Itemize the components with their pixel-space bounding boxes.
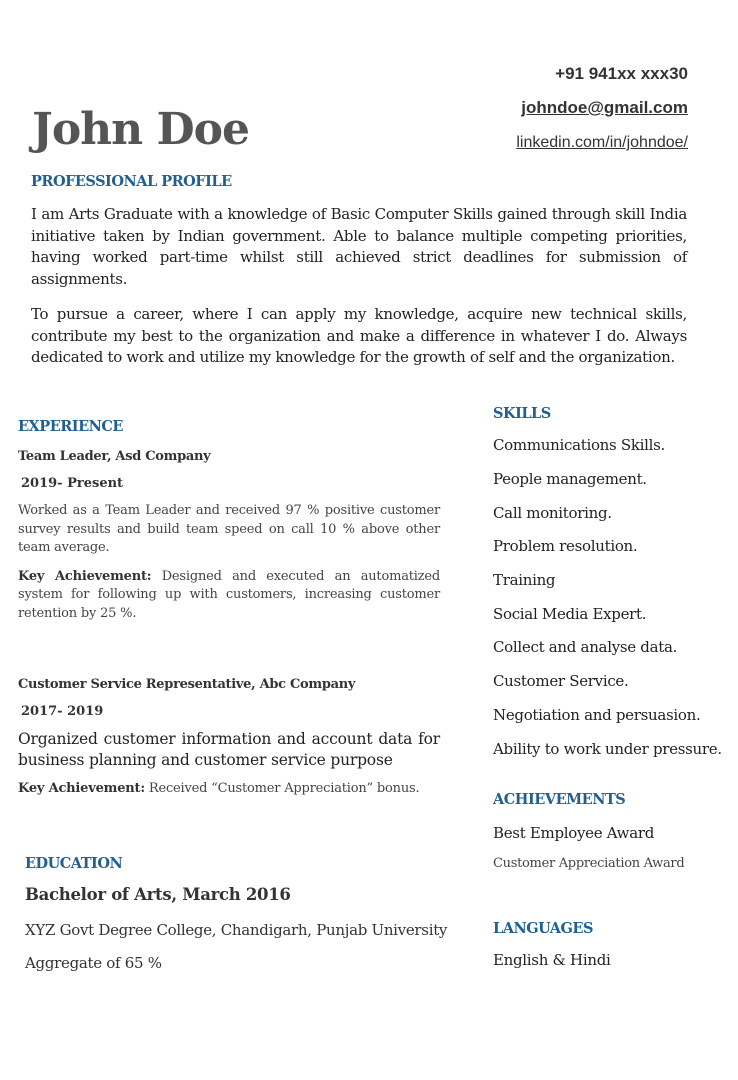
skill-item: Customer Service. [493,672,629,690]
achievement-label: Key Achievement: [18,568,152,584]
job-dates: 2017- 2019 [21,704,104,719]
achievement-label: Key Achievement: [18,781,145,796]
achievement-text: Received “Customer Appreciation” bonus. [144,781,420,796]
job-entry [18,449,440,623]
linkedin-link[interactable]: linkedin.com/in/johndoe/ [516,134,688,151]
job-entry [18,677,440,799]
aggregate: Aggregate of 65 % [25,954,162,972]
job-dates: 2019- Present [21,476,124,491]
languages-heading: LANGUAGES [493,920,593,937]
education-heading: EDUCATION [25,855,123,872]
skill-item: Call monitoring. [493,504,612,522]
achievements-heading: ACHIEVEMENTS [493,791,626,808]
achievement-item: Best Employee Award [493,824,655,842]
languages-value: English & Hindi [493,951,611,969]
phone-number: +91 941xx xxx30 [555,64,688,83]
institution: XYZ Govt Degree College, Chandigarh, Punjab University [25,921,448,939]
achievement-text: Designed and executed an automatized system for following up with customers, increasing customer retention by 25 %. [18,568,441,621]
skills-heading: SKILLS [493,405,551,422]
profile-heading: PROFESSIONAL PROFILE [31,173,232,190]
job-description: Worked as a Team Leader and received 97 % positive customer survey results and build team speed on call 10 % above other team average. [18,503,440,555]
job-description: Organized customer information and account data for business planning and customer service purpose [18,730,440,769]
candidate-name: John Doe [32,104,249,155]
experience-heading: EXPERIENCE [18,418,123,435]
profile-paragraph: I am Arts Graduate with a knowledge of Basic Computer Skills gained through skill India initiative taken by Indian government. Able to balance multiple competing priorities, having worked part-time whilst still achieved strict deadlines for submission of assignments. [31,205,687,288]
job-achievement [18,780,440,799]
skill-item: Training [493,571,556,589]
degree: Bachelor of Arts, March 2016 [25,885,291,904]
skill-item: People management. [493,470,647,488]
skill-item: Problem resolution. [493,537,638,555]
skill-item: Social Media Expert. [493,605,647,623]
objective-paragraph: To pursue a career, where I can apply my knowledge, acquire new technical skills, contribute my best to the organization and make a difference in whatever I do. Always dedicated to work and utilize my knowledge for the growth of self and the organization. [31,305,687,366]
skill-item: Ability to work under pressure. [493,740,722,758]
achievement-item: Customer Appreciation Award [493,856,685,871]
skill-item: Collect and analyse data. [493,638,678,656]
job-title: Team Leader, Asd Company [18,449,211,464]
skill-item: Negotiation and persuasion. [493,706,701,724]
skill-item: Communications Skills. [493,436,666,454]
job-achievement [18,568,440,624]
email-link[interactable]: johndoe@gmail.com [521,98,688,117]
job-title: Customer Service Representative, Abc Company [18,677,356,692]
